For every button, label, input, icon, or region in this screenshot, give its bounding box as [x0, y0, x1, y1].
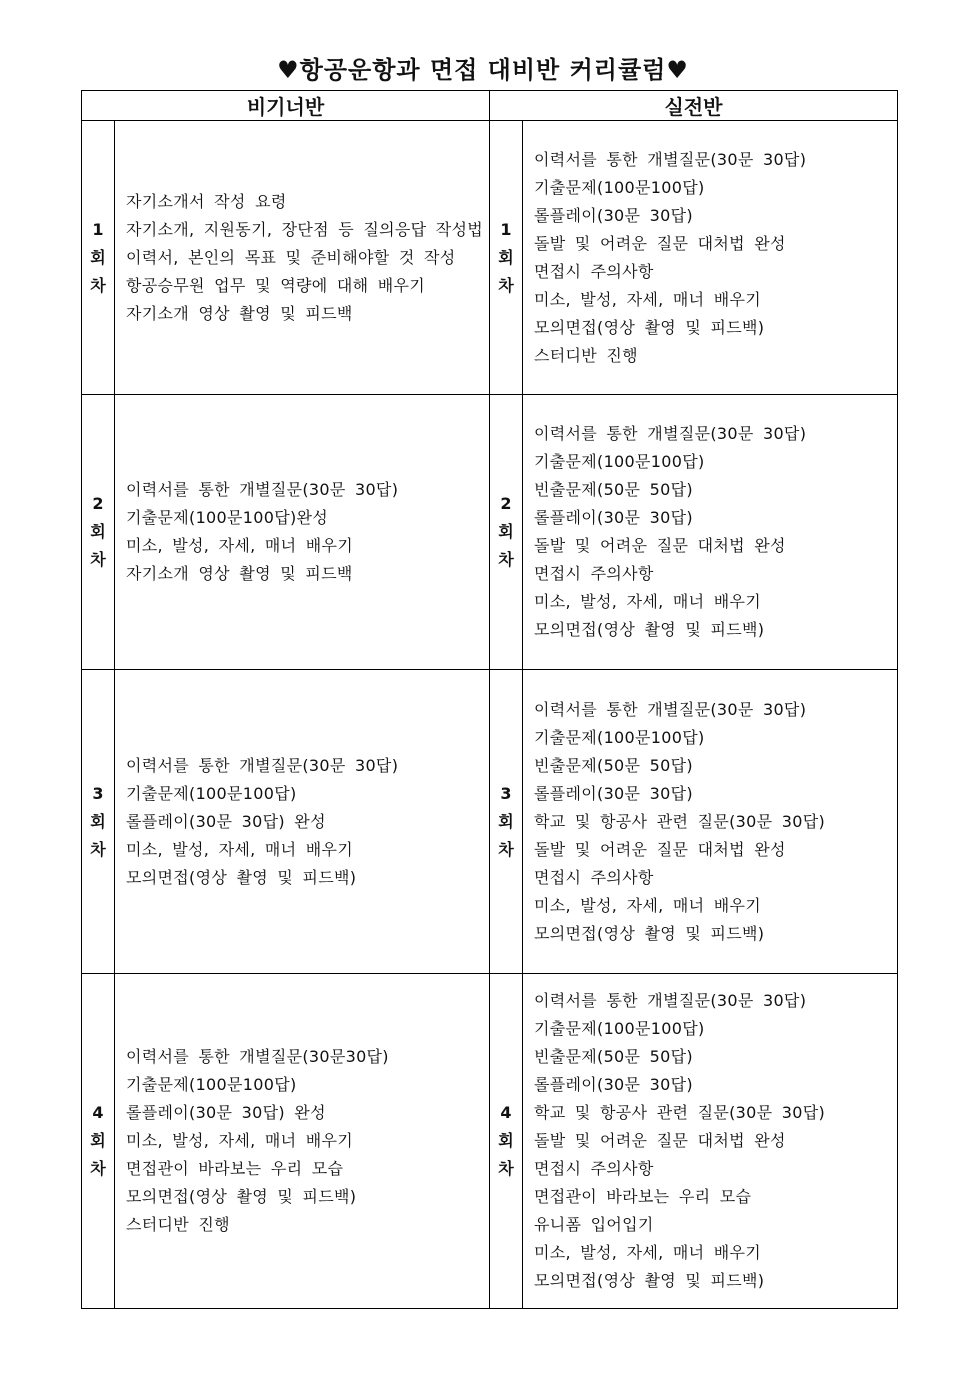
- session-row-1: [82, 121, 898, 395]
- list-item: 기출문제(100문100답): [126, 783, 297, 803]
- session-number: 4: [500, 1103, 512, 1122]
- list-item: 기출문제(100문100답): [534, 177, 705, 197]
- list-item: 돌발 및 어려운 질문 대처법 완성: [534, 1131, 786, 1150]
- list-item: 모의면접(영상 촬영 및 피드백): [534, 317, 765, 337]
- session-number: 2: [92, 494, 104, 513]
- list-item: 자기소개 영상 촬영 및 피드백: [126, 303, 353, 323]
- advanced-content: [523, 395, 898, 670]
- list-item: 모의면접(영상 촬영 및 피드백): [534, 620, 765, 639]
- curriculum-table: [81, 90, 898, 1309]
- list-item: 면접시 주의사항: [534, 261, 654, 281]
- list-item: 학교 및 항공사 관련 질문(30문 30답): [534, 811, 826, 831]
- session-label-char: 회: [498, 522, 514, 541]
- list-item: 면접시 주의사항: [534, 1159, 654, 1178]
- list-item: 이력서를 통한 개별질문(30문 30답): [126, 480, 399, 499]
- list-item: 이력서, 본인의 목표 및 준비해야할 것 작성: [126, 247, 456, 267]
- list-item: 미소, 발성, 자세, 매너 배우기: [126, 839, 354, 859]
- beginner-content: [115, 974, 490, 1309]
- list-item: 자기소개서 작성 요령: [126, 191, 287, 211]
- session-label-char: 회: [498, 811, 514, 831]
- session-number-beginner: [82, 670, 115, 974]
- list-item: 빈출문제(50문 50답): [534, 480, 693, 499]
- beginner-content: [115, 121, 490, 395]
- session-label-char: 차: [90, 275, 106, 295]
- session-number: 3: [500, 783, 512, 803]
- list-item: 미소, 발성, 자세, 매너 배우기: [126, 536, 354, 555]
- session-number-advanced: [490, 974, 523, 1309]
- list-item: 항공승무원 업무 및 역량에 대해 배우기: [126, 275, 426, 295]
- list-item: 스터디반 진행: [126, 1215, 230, 1234]
- list-item: 빈출문제(50문 50답): [534, 1047, 693, 1066]
- session-row-2: [82, 395, 898, 670]
- advanced-content: [523, 974, 898, 1309]
- beginner-content: [115, 670, 490, 974]
- session-row-4: [82, 974, 898, 1309]
- session-row-3: [82, 670, 898, 974]
- session-label-char: 회: [498, 1131, 514, 1150]
- session-label-char: 차: [498, 550, 514, 569]
- list-item: 모의면접(영상 촬영 및 피드백): [126, 867, 357, 887]
- session-number: 4: [92, 1103, 104, 1122]
- list-item: 미소, 발성, 자세, 매너 배우기: [126, 1131, 354, 1150]
- list-item: 기출문제(100문100답)완성: [126, 508, 329, 527]
- list-item: 롤플레이(30문 30답): [534, 508, 693, 527]
- list-item: 돌발 및 어려운 질문 대처법 완성: [534, 536, 786, 555]
- session-label-char: 회: [90, 247, 106, 267]
- session-number-advanced: [490, 670, 523, 974]
- session-number-advanced: [490, 395, 523, 670]
- session-number: 1: [500, 219, 512, 239]
- list-item: 모의면접(영상 촬영 및 피드백): [126, 1187, 357, 1206]
- list-item: 면접관이 바라보는 우리 모습: [534, 1187, 752, 1206]
- list-item: 학교 및 항공사 관련 질문(30문 30답): [534, 1103, 826, 1122]
- list-item: 롤플레이(30문 30답) 완성: [126, 811, 326, 831]
- session-number-beginner: [82, 395, 115, 670]
- list-item: 롤플레이(30문 30답): [534, 1075, 693, 1094]
- session-label-char: 차: [90, 839, 106, 859]
- session-label-char: 회: [90, 811, 106, 831]
- beginner-header: 비기너반: [82, 91, 490, 121]
- session-label-char: 회: [498, 247, 514, 267]
- list-item: 롤플레이(30문 30답): [534, 783, 693, 803]
- list-item: 기출문제(100문100답): [534, 452, 705, 471]
- beginner-list: [126, 476, 485, 588]
- list-item: 기출문제(100문100답): [534, 1019, 705, 1038]
- session-label-char: 차: [90, 550, 106, 569]
- list-item: 미소, 발성, 자세, 매너 배우기: [534, 592, 762, 611]
- advanced-list: [534, 987, 893, 1295]
- list-item: 면접시 주의사항: [534, 867, 654, 887]
- session-number: 3: [92, 783, 104, 803]
- list-item: 이력서를 통한 개별질문(30문 30답): [126, 755, 399, 775]
- beginner-list: [126, 1043, 485, 1239]
- session-number-advanced: [490, 121, 523, 395]
- list-item: 돌발 및 어려운 질문 대처법 완성: [534, 233, 786, 253]
- list-item: 모의면접(영상 촬영 및 피드백): [534, 1271, 765, 1290]
- session-number: 1: [92, 219, 104, 239]
- session-number: 2: [500, 494, 512, 513]
- advanced-content: [523, 121, 898, 395]
- list-item: 유니폼 입어입기: [534, 1215, 654, 1234]
- session-label-char: 차: [498, 1159, 514, 1178]
- list-item: 이력서를 통한 개별질문(30문 30답): [534, 699, 807, 719]
- beginner-list: [126, 752, 485, 892]
- list-item: 자기소개, 지원동기, 장단점 등 질의응답 작성법: [126, 219, 484, 239]
- header-row: [82, 91, 898, 121]
- advanced-list: [534, 146, 893, 370]
- list-item: 자기소개 영상 촬영 및 피드백: [126, 564, 353, 583]
- list-item: 이력서를 통한 개별질문(30문 30답): [534, 149, 807, 169]
- list-item: 기출문제(100문100답): [534, 727, 705, 747]
- page-title: ♥항공운항과 면접 대비반 커리큘럼♥: [277, 56, 689, 84]
- session-label-char: 차: [498, 839, 514, 859]
- list-item: 이력서를 통한 개별질문(30문 30답): [534, 424, 807, 443]
- list-item: 면접관이 바라보는 우리 모습: [126, 1159, 344, 1178]
- list-item: 면접시 주의사항: [534, 564, 654, 583]
- list-item: 빈출문제(50문 50답): [534, 755, 693, 775]
- list-item: 롤플레이(30문 30답): [534, 205, 693, 225]
- list-item: 미소, 발성, 자세, 매너 배우기: [534, 1243, 762, 1262]
- session-label-char: 회: [90, 522, 106, 541]
- beginner-list: [126, 188, 485, 328]
- list-item: 미소, 발성, 자세, 매너 배우기: [534, 289, 762, 309]
- beginner-content: [115, 395, 490, 670]
- session-label-char: 차: [498, 275, 514, 295]
- advanced-list: [534, 420, 893, 644]
- advanced-header: 실전반: [490, 91, 898, 121]
- session-number-beginner: [82, 121, 115, 395]
- list-item: 기출문제(100문100답): [126, 1075, 297, 1094]
- advanced-content: [523, 670, 898, 974]
- list-item: 롤플레이(30문 30답) 완성: [126, 1103, 326, 1122]
- list-item: 미소, 발성, 자세, 매너 배우기: [534, 895, 762, 915]
- list-item: 이력서를 통한 개별질문(30문 30답): [534, 991, 807, 1010]
- session-label-char: 회: [90, 1131, 106, 1150]
- list-item: 모의면접(영상 촬영 및 피드백): [534, 923, 765, 943]
- session-number-beginner: [82, 974, 115, 1309]
- advanced-list: [534, 696, 893, 948]
- list-item: 이력서를 통한 개별질문(30문30답): [126, 1047, 389, 1066]
- session-label-char: 차: [90, 1159, 106, 1178]
- list-item: 스터디반 진행: [534, 345, 638, 365]
- list-item: 돌발 및 어려운 질문 대처법 완성: [534, 839, 786, 859]
